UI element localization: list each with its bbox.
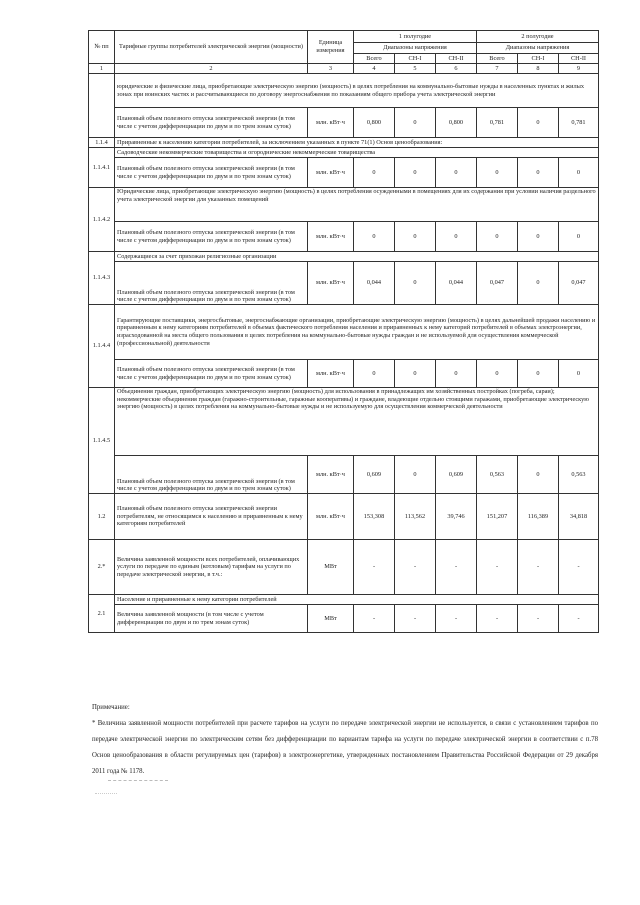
category-title: юридические и физические лица, приобретающие электрическую энергию (мощность) в целях потребления на коммунально-бытовые нужды в населенных пунктах и жилых зонах при воинских частях и рассчитывающиеся по договору энергоснабжения по показаниям общего прибора учета электрической энергии	[115, 74, 599, 108]
value-cell: 0	[477, 222, 518, 252]
value-cell: -	[354, 605, 395, 633]
value-cell: 0	[518, 222, 559, 252]
volume-label: Плановый объем полезного отпуска электрической энергии потребителям, не относящимся к населению и приравненным к нему категориям потребителей	[115, 494, 308, 540]
column-number: 1	[89, 64, 115, 74]
unit-cell: МВт	[308, 605, 354, 633]
category-title: Приравненные к населению категории потребителей, за исключением указанных в пункте 71(1) Основ ценообразования:	[115, 138, 599, 148]
value-cell: 0	[395, 360, 436, 388]
header-sub: Всего	[477, 54, 518, 64]
value-cell: 0	[518, 360, 559, 388]
volume-label: Плановый объем полезного отпуска электрической энергии (в том числе с учетом дифференциации по двум и по трем зонам суток)	[115, 158, 308, 188]
value-cell: -	[477, 540, 518, 595]
header-ranges2: Диапазоны напряжения	[477, 43, 599, 54]
value-cell: -	[395, 605, 436, 633]
row-num: 1.1.4.2	[89, 188, 115, 252]
value-cell: 0	[395, 108, 436, 138]
scan-mark	[108, 780, 168, 782]
row-num: 1.1.4.1	[89, 148, 115, 188]
value-cell: 0	[559, 222, 599, 252]
column-number: 9	[559, 64, 599, 74]
unit-cell: МВт	[308, 540, 354, 595]
value-cell: 0,563	[559, 456, 599, 494]
column-number: 4	[354, 64, 395, 74]
column-number: 5	[395, 64, 436, 74]
row-num: 1.1.4.5	[89, 388, 115, 494]
value-cell: -	[518, 605, 559, 633]
value-cell: 0,563	[477, 456, 518, 494]
volume-label: Плановый объем полезного отпуска электрической энергии (в том числе с учетом дифференциации по двум и по трем зонам суток)	[115, 262, 308, 305]
value-cell: 0,609	[436, 456, 477, 494]
column-number: 3	[308, 64, 354, 74]
category-title: Садоводческие некоммерческие товарищества и огороднические некоммерческие товарищества	[115, 148, 599, 158]
value-cell: 39,746	[436, 494, 477, 540]
value-cell: 0	[395, 158, 436, 188]
value-cell: 0,781	[559, 108, 599, 138]
value-cell: 0	[559, 360, 599, 388]
value-cell: 0,781	[477, 108, 518, 138]
volume-label: Плановый объем полезного отпуска электрической энергии (в том числе с учетом дифференциации по двум и по трем зонам суток)	[115, 222, 308, 252]
header-sub: СН-II	[436, 54, 477, 64]
notes-text: * Величина заявленной мощности потребителей при расчете тарифов на услуги по передаче электрической энергии не используется, в связи с установлением тарифов по передаче электрической энергии по электрическим сетям без дифференциации по вариантам тарифа на услуги по передаче электрической энергии в соответствии с п.78 Основ ценообразования в области регулируемых цен (тарифов) в электроэнергетике, утвержденных постановлением Правительства Российской Федерации от 29 декабря 2011 года № 1178.	[92, 720, 598, 775]
header-group: Тарифные группы потребителей электрической энергии (мощности)	[115, 31, 308, 64]
value-cell: 0	[477, 158, 518, 188]
value-cell: 0	[354, 222, 395, 252]
unit-cell: млн. кВт·ч	[308, 494, 354, 540]
value-cell: -	[559, 540, 599, 595]
value-cell: -	[395, 540, 436, 595]
category-title: Объединения граждан, приобретающих электрическую энергию (мощность) для использования в принадлежащих им хозяйственных постройках (погреба, сараи); некоммерческие объединения граждан (гаражно-строительные, гаражные кооперативы) и граждане, владеющие отдельно стоящими гаражами, приобретающие электрическую энергию (мощность) в целях потребления на коммунально-бытовые нужды и не используемую для осуществления коммерческой деятельности	[115, 388, 599, 456]
category-title: Население и приравненные к нему категории потребителей	[115, 595, 599, 605]
value-cell: 116,389	[518, 494, 559, 540]
row-num: 1.1.4	[89, 138, 115, 148]
value-cell: 0	[518, 108, 559, 138]
value-cell: 0	[559, 158, 599, 188]
volume-label: Величина заявленной мощности всех потребителей, оплачивающих услуги по передаче по единым (котловым) тарифам на услуги по передаче электрической энергии, в т.ч.:	[115, 540, 308, 595]
value-cell: 0	[395, 456, 436, 494]
unit-cell: млн. кВт·ч	[308, 262, 354, 305]
value-cell: 0	[354, 158, 395, 188]
value-cell: -	[354, 540, 395, 595]
unit-cell: млн. кВт·ч	[308, 108, 354, 138]
header-num: № пп	[89, 31, 115, 64]
row-num	[89, 74, 115, 138]
value-cell: 0	[395, 262, 436, 305]
value-cell: 0,800	[354, 108, 395, 138]
value-cell: 0,800	[436, 108, 477, 138]
value-cell: 0,047	[559, 262, 599, 305]
value-cell: 0	[436, 222, 477, 252]
column-number: 8	[518, 64, 559, 74]
value-cell: 0	[436, 360, 477, 388]
value-cell: -	[518, 540, 559, 595]
value-cell: 0,044	[354, 262, 395, 305]
value-cell: 153,308	[354, 494, 395, 540]
value-cell: 0,609	[354, 456, 395, 494]
header-unit: Единица измерения	[308, 31, 354, 64]
volume-label: Плановый объем полезного отпуска электрической энергии (в том числе с учетом дифференциации по двум и по трем зонам суток)	[115, 456, 308, 494]
notes-title: Примечание:	[92, 704, 130, 711]
tariff-table	[88, 30, 599, 633]
header-sub: Всего	[354, 54, 395, 64]
scan-mark	[95, 793, 117, 795]
value-cell: 34,818	[559, 494, 599, 540]
value-cell: 151,207	[477, 494, 518, 540]
value-cell: 0,047	[477, 262, 518, 305]
column-number: 2	[115, 64, 308, 74]
category-title: Содержащиеся за счет прихожан религиозные организации	[115, 252, 599, 262]
category-title: Юридические лица, приобретающие электрическую энергию (мощность) в целях потребления осужденными в помещениях для их содержания при условии наличия раздельного учета электрической энергии для указанных помещений	[115, 188, 599, 222]
notes-section	[92, 700, 598, 780]
unit-cell: млн. кВт·ч	[308, 158, 354, 188]
value-cell: 113,562	[395, 494, 436, 540]
row-num: 1.1.4.4	[89, 305, 115, 388]
value-cell: -	[436, 605, 477, 633]
header-ranges1: Диапазоны напряжения	[354, 43, 477, 54]
volume-label: Плановый объем полезного отпуска электрической энергии (в том числе с учетом дифференциации по двум и по трем зонам суток)	[115, 108, 308, 138]
row-num: 2.1	[89, 595, 115, 633]
row-num: 1.2	[89, 494, 115, 540]
unit-cell: млн. кВт·ч	[308, 456, 354, 494]
value-cell: 0	[518, 456, 559, 494]
header-half1: 1 полугодие	[354, 31, 477, 43]
value-cell: 0	[477, 360, 518, 388]
volume-label: Плановый объем полезного отпуска электрической энергии (в том числе с учетом дифференциации по двум и по трем зонам суток)	[115, 360, 308, 388]
unit-cell: млн. кВт·ч	[308, 360, 354, 388]
row-num: 2.*	[89, 540, 115, 595]
unit-cell: млн. кВт·ч	[308, 222, 354, 252]
column-number: 6	[436, 64, 477, 74]
volume-label: Величина заявленной мощности (в том числе с учетом дифференциации по двум и по трем зонам суток)	[115, 605, 308, 633]
value-cell: 0	[395, 222, 436, 252]
column-number: 7	[477, 64, 518, 74]
value-cell: -	[477, 605, 518, 633]
header-sub: СН-II	[559, 54, 599, 64]
header-half2: 2 полугодие	[477, 31, 599, 43]
value-cell: -	[436, 540, 477, 595]
row-num: 1.1.4.3	[89, 252, 115, 305]
header-sub: СН-I	[395, 54, 436, 64]
value-cell: 0	[518, 158, 559, 188]
category-title: Гарантирующие поставщики, энергосбытовые, энергоснабжающие организации, приобретающие электрическую энергию (мощность) в целях дальнейшей продажи населению и приравненным к нему категориям потребителей в объемах фактического потребления населения и приравненных к нему категорий потребителей в объемах электроэнергии, израсходованной на места общего пользования в целях потребления на коммунально-бытовые нужды граждан и не используемой для осуществления коммерческой (профессиональной) деятельности	[115, 305, 599, 360]
value-cell: 0	[354, 360, 395, 388]
value-cell: 0	[518, 262, 559, 305]
value-cell: 0,044	[436, 262, 477, 305]
header-sub: СН-I	[518, 54, 559, 64]
value-cell: -	[559, 605, 599, 633]
value-cell: 0	[436, 158, 477, 188]
